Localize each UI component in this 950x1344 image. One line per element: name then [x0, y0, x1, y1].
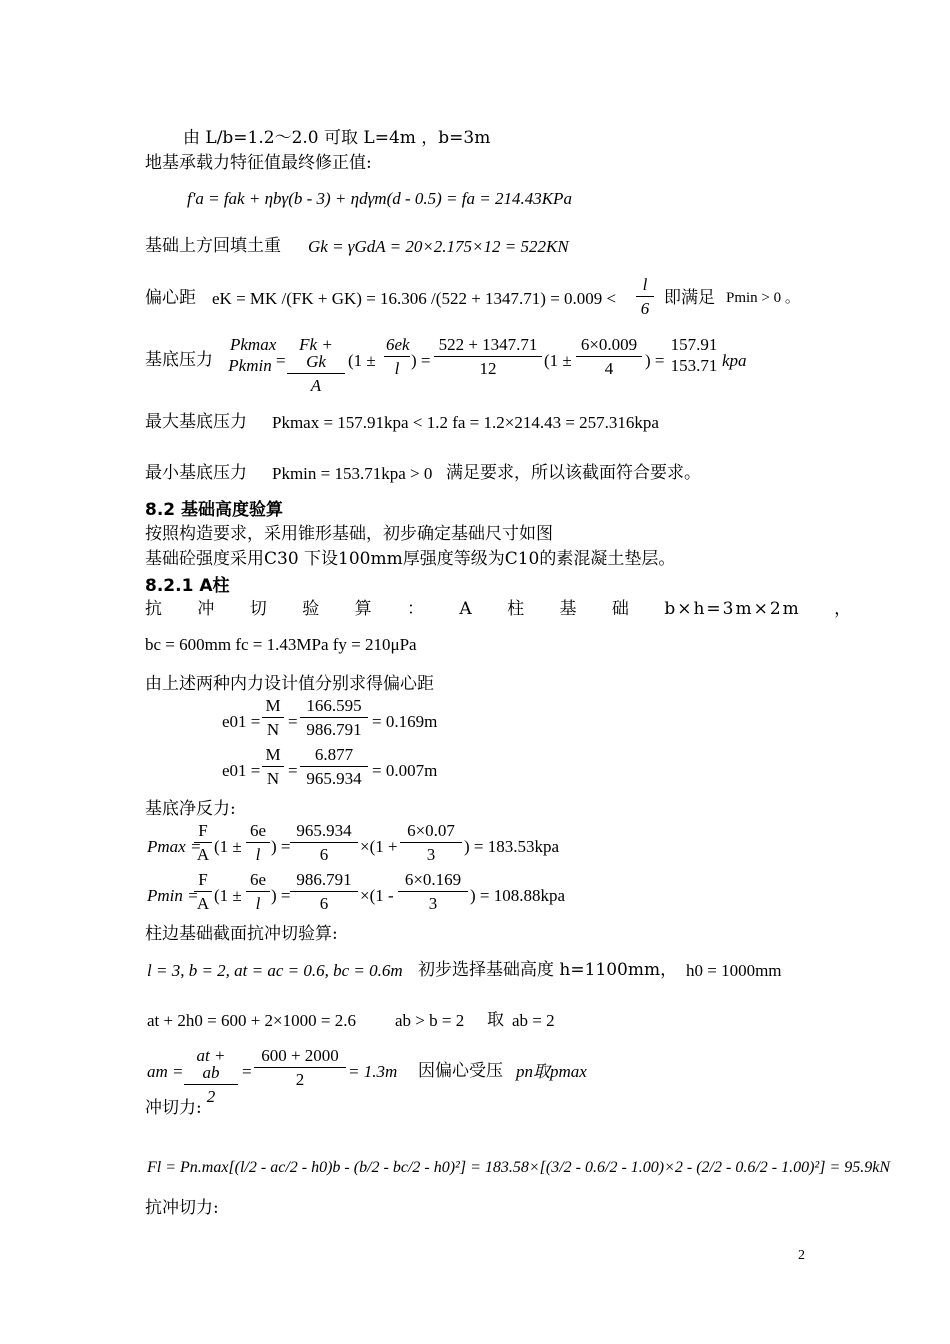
- fraction-f-a: F A: [194, 822, 212, 863]
- text-line: 由 L/b=1.2～2.0 可取 L=4m ，b=3m: [183, 128, 491, 148]
- fraction-e01-value: 6.877 965.934: [300, 746, 368, 787]
- equation-params: l = 3, b = 2, at = ac = 0.6, bc = 0.6m: [147, 961, 403, 980]
- fraction-6e-l: 6e l: [246, 822, 270, 863]
- text-line: 由上述两种内力设计值分别求得偏心距: [145, 674, 434, 694]
- text-line: 柱边基础截面抗冲切验算:: [145, 924, 338, 944]
- fraction-m-n: M N: [262, 697, 284, 738]
- text-line: 偏心距: [145, 288, 196, 308]
- text-line: 抗 冲 切 验 算 ： A 柱 基 础 b×h=3m×2m ，: [145, 599, 854, 619]
- text-line: 初步选择基础高度 h=1100mm，: [418, 960, 678, 980]
- equation-ab2: ab = 2: [512, 1011, 555, 1030]
- eq-e01-lhs: e01 =: [222, 761, 261, 780]
- text-line: 抗冲切力:: [145, 1198, 219, 1218]
- fraction-600-2000: 600 + 2000 2: [254, 1047, 346, 1088]
- eq-text: ) =: [271, 886, 291, 905]
- eq-e01-lhs: e01 =: [222, 712, 261, 731]
- equation-pkmax: Pkmax = 157.91kpa < 1.2 fa = 1.2×214.43 = 257.316kpa: [272, 413, 659, 432]
- eq-text: (1 ±: [544, 351, 572, 370]
- eq-text: (1 ±: [214, 837, 242, 856]
- eq-am-result: = 1.3m: [348, 1062, 398, 1081]
- equation-gk: Gk = γGdA = 20×2.175×12 = 522KN: [308, 237, 569, 256]
- eq-text: ×(1 +: [360, 837, 398, 856]
- fraction-522: 522 + 1347.71 12: [434, 336, 542, 377]
- fraction-m-n: M N: [262, 746, 284, 787]
- fraction-e01-value: 166.595 986.791: [300, 697, 368, 738]
- text-line: 取: [487, 1010, 504, 1030]
- fraction-fk-gk: Fk + Gk A: [287, 336, 345, 394]
- equation-at: at + 2h0 = 600 + 2×1000 = 2.6: [147, 1011, 356, 1030]
- eq-text: ) =: [271, 837, 291, 856]
- eq-sign: =: [288, 712, 298, 731]
- eq-sign: =: [288, 761, 298, 780]
- text-line: 基础砼强度采用C30 下设100mm厚强度等级为C10的素混凝土垫层。: [145, 549, 676, 569]
- equation-ab: ab > b = 2: [395, 1011, 465, 1030]
- eq-sign: =: [276, 351, 286, 370]
- unit-kpa: kpa: [722, 351, 747, 370]
- fraction-l-6: l 6: [636, 276, 654, 317]
- text-line: 基础上方回填土重: [145, 236, 281, 256]
- eq-text: (1 ±: [348, 351, 376, 370]
- eq-pn: pn取pmax: [516, 1062, 587, 1081]
- eq-text: ) =: [645, 351, 665, 370]
- eq-am-lhs: am =: [147, 1062, 184, 1081]
- fraction-w: 6×0.07 3: [400, 822, 462, 863]
- eq-pmax-lhs: Pmax =: [147, 837, 202, 856]
- fraction-6x0009: 6×0.009 4: [576, 336, 642, 377]
- eq-sign: =: [242, 1062, 252, 1081]
- text-line: 基底压力: [145, 350, 213, 370]
- text-line: 最大基底压力: [145, 412, 247, 432]
- eq-text: (1 ±: [214, 886, 242, 905]
- text-line: 按照构造要求，采用锥形基础，初步确定基础尺寸如图: [145, 524, 553, 544]
- fraction-at-ab: at + ab 2: [184, 1047, 238, 1105]
- fraction-6e-l: 6e l: [246, 871, 270, 912]
- eq-e01-result: = 0.007m: [372, 761, 438, 780]
- text-line: 基底净反力:: [145, 799, 236, 819]
- eq-e01-result: = 0.169m: [372, 712, 438, 731]
- fraction-results: 157.91 153.71: [670, 335, 718, 375]
- page-number: 2: [798, 1248, 805, 1263]
- fraction-value: 986.791 6: [290, 871, 358, 912]
- eq-text: ×(1 -: [360, 886, 394, 905]
- equation-bc: bc = 600mm fc = 1.43MPa fy = 210μPa: [145, 635, 417, 654]
- text-line: 地基承载力特征值最终修正值:: [145, 153, 372, 173]
- equation-h0: h0 = 1000mm: [686, 961, 782, 980]
- section-heading: 8.2 基础高度验算: [145, 500, 284, 520]
- eq-text: ) =: [411, 351, 431, 370]
- text-line: 满足要求，所以该截面符合要求。: [446, 463, 701, 483]
- fraction-pk-lhs: Pkmax Pkmin: [228, 335, 277, 375]
- equation-pmin-cond: Pmin > 0 。: [726, 290, 800, 306]
- text-line: 冲切力:: [145, 1098, 202, 1118]
- eq-pmin-lhs: Pmin =: [147, 886, 199, 905]
- subsection-heading: 8.2.1 A柱: [145, 576, 230, 596]
- text-line: 最小基底压力: [145, 463, 247, 483]
- equation-pkmin: Pkmin = 153.71kpa > 0: [272, 464, 433, 483]
- fraction-6ek: 6ek l: [386, 335, 410, 378]
- equation-ek: eK = MK /(FK + GK) = 16.306 /(522 + 1347.71) = 0.009 <: [212, 289, 617, 308]
- fraction-f-a: F A: [194, 871, 212, 912]
- fraction-w: 6×0.169 3: [398, 871, 468, 912]
- equation-fa: f'a = fak + ηbγ(b - 3) + ηdγm(d - 0.5) = fa = 214.43KPa: [187, 189, 572, 208]
- eq-pmax-result: ) = 183.53kpa: [464, 837, 560, 856]
- equation-fl: Fl = Pn.max[(l/2 - ac/2 - h0)b - (b/2 - bc/2 - h0)²] = 183.58×[(3/2 - 0.6/2 - 1.00)×2 - (2/2 - 0.6/2 - 1.00)²] = 95.9kN: [147, 1159, 891, 1176]
- text-line: 即满足: [664, 288, 715, 308]
- fraction-value: 965.934 6: [290, 822, 358, 863]
- text-line: 因偏心受压: [418, 1061, 503, 1081]
- eq-pmin-result: ) = 108.88kpa: [470, 886, 566, 905]
